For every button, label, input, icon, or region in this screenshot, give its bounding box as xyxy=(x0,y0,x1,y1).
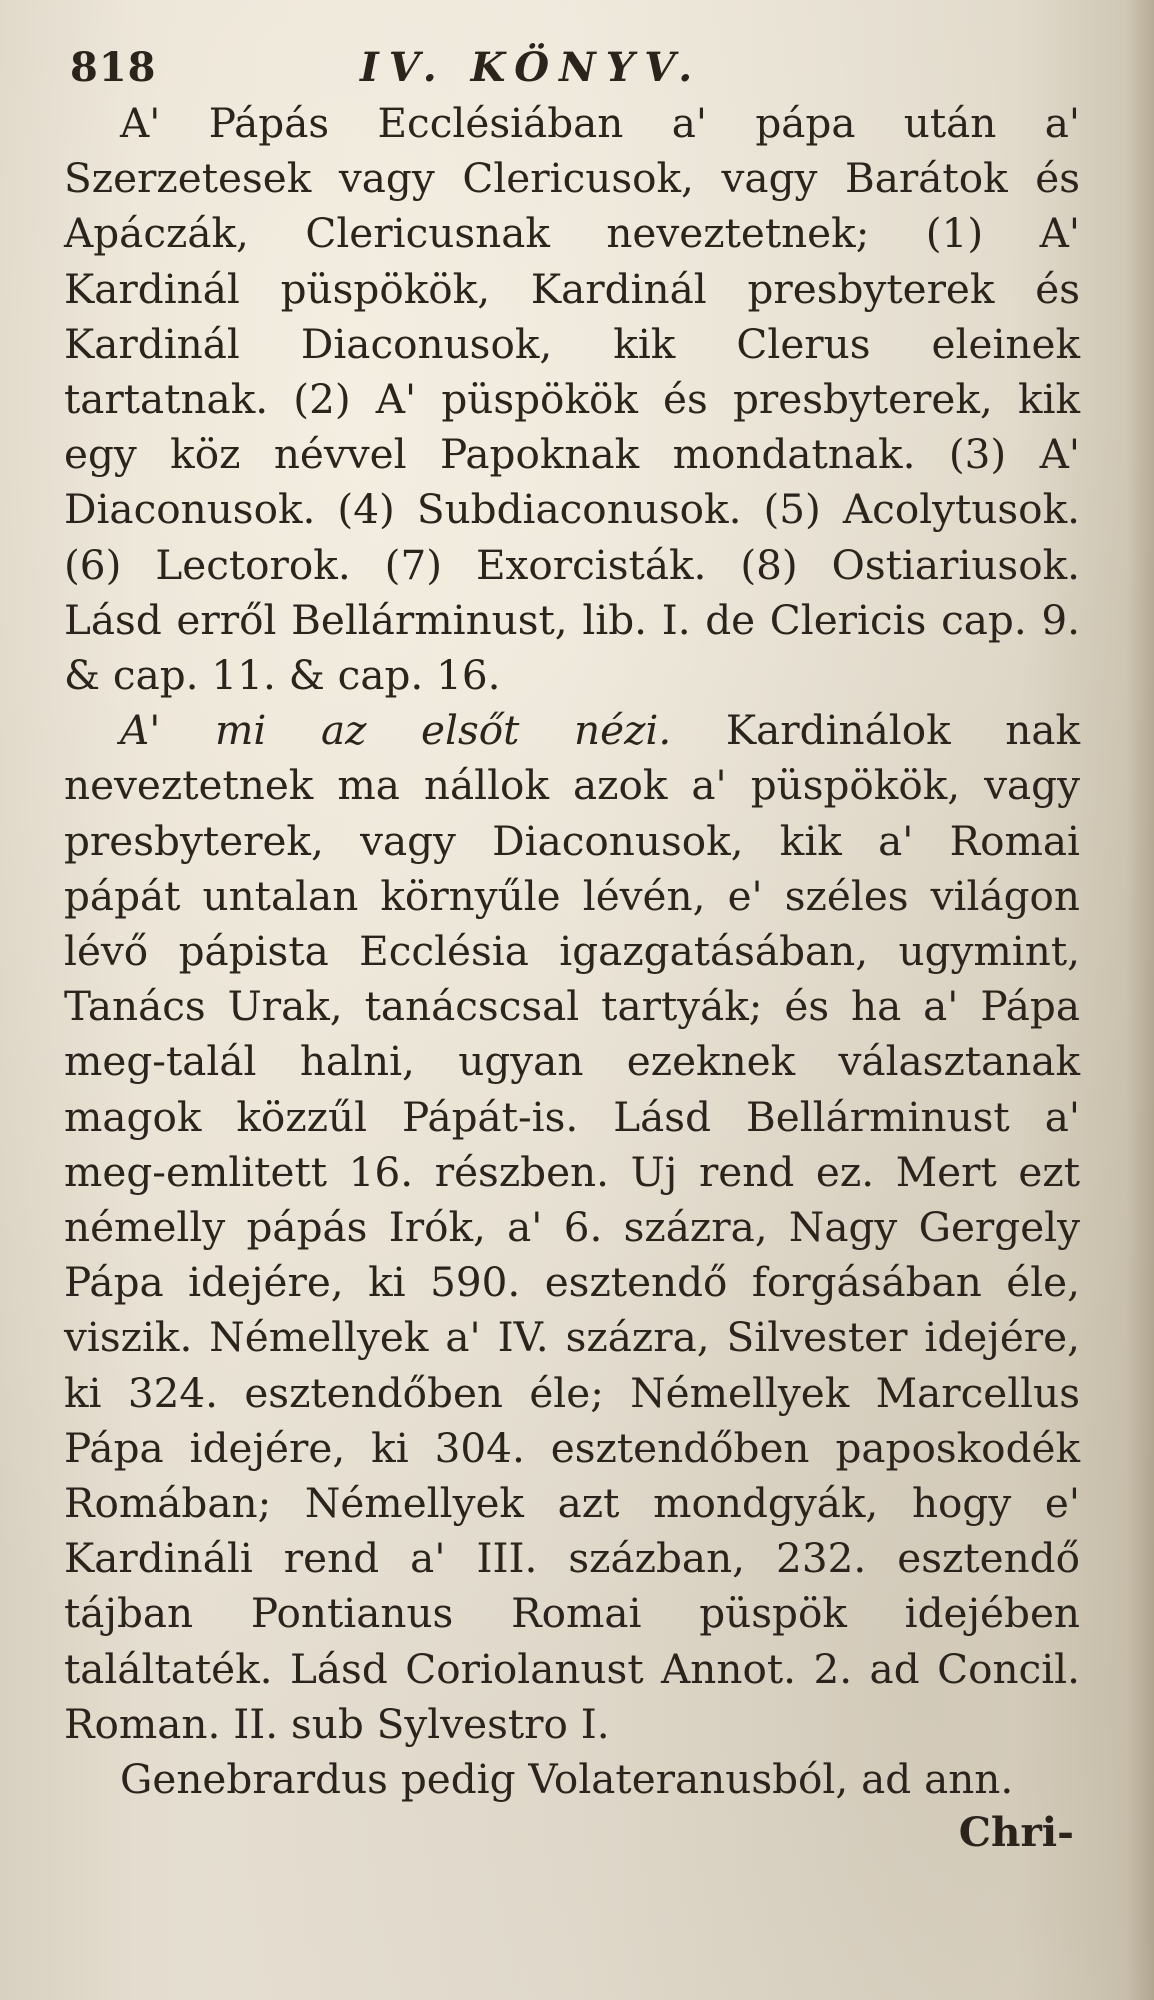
paragraph-1: A' Pápás Ecclésiában a' pápa után a' Szerzetesek vagy Clericusok, vagy Barátok és Apáczák, Clericusnak neveztetnek; (1) A' Kardinál püspökök, Kardinál presbyterek és Kardinál Diaconusok, kik Clerus eleinek tartatnak. (2) A' püspökök és presbyterek, kik egy köz névvel Papoknak mondatnak. (3) A' Diaconusok. (4) Subdiaconusok. (5) Acolytusok. (6) Lectorok. (7) Exorcisták. (8) Ostiariusok. Lásd erről Bellárminust, lib. I. de Clericis cap. 9. & cap. 11. & cap. 16. xyxy=(64,99,1080,700)
paragraph-3: Genebrardus pedig Volateranusból, ad ann. xyxy=(120,1755,1014,1804)
paragraph-2-text: Kardinálok nak neveztetnek ma nállok azok a' püspökök, vagy presbyterek, vagy Diaconusok, kik a' Romai pápát untalan környűle lévén, e' széles világon lévő pápista Ecclésia igazgatásában, ugymint, Tanács Urak, tanácscsal tartyák; és ha a' Pápa meg-talál halni, ugyan ezeknek választanak magok közzűl Pápát-is. Lásd Bellárminust a' meg-emlitett 16. részben. Uj rend ez. Mert ezt némelly pápás Irók, a' 6. százra, Nagy Gergely Pápa idejére, ki 590. esztendő forgásában éle, viszik. Némellyek a' IV. százra, Silvester idejére, ki 324. esztendőben éle; Némellyek Marcellus Pápa idejére, ki 304. esztendőben paposkodék Romában; Némellyek azt mondgyák, hogy e' Kardináli rend a' III. százban, 232. esztendő tájban Pontianus Romai püspök idejében találtaték. Lásd Coriolanust Annot. 2. ad Concil. Roman. II. sub Sylvestro I. xyxy=(64,706,1081,1748)
running-head: IV. KÖNYV. xyxy=(360,44,703,91)
catchword: Chri- xyxy=(958,1808,1074,1856)
body-text xyxy=(64,96,1080,1807)
page-header xyxy=(70,44,1070,100)
page-edge-shadow xyxy=(1126,0,1154,2000)
paragraph-2 xyxy=(64,703,1080,1752)
paragraph-2-lead: A' mi az elsőt nézi. xyxy=(120,706,672,755)
page-number: 818 xyxy=(70,44,157,91)
